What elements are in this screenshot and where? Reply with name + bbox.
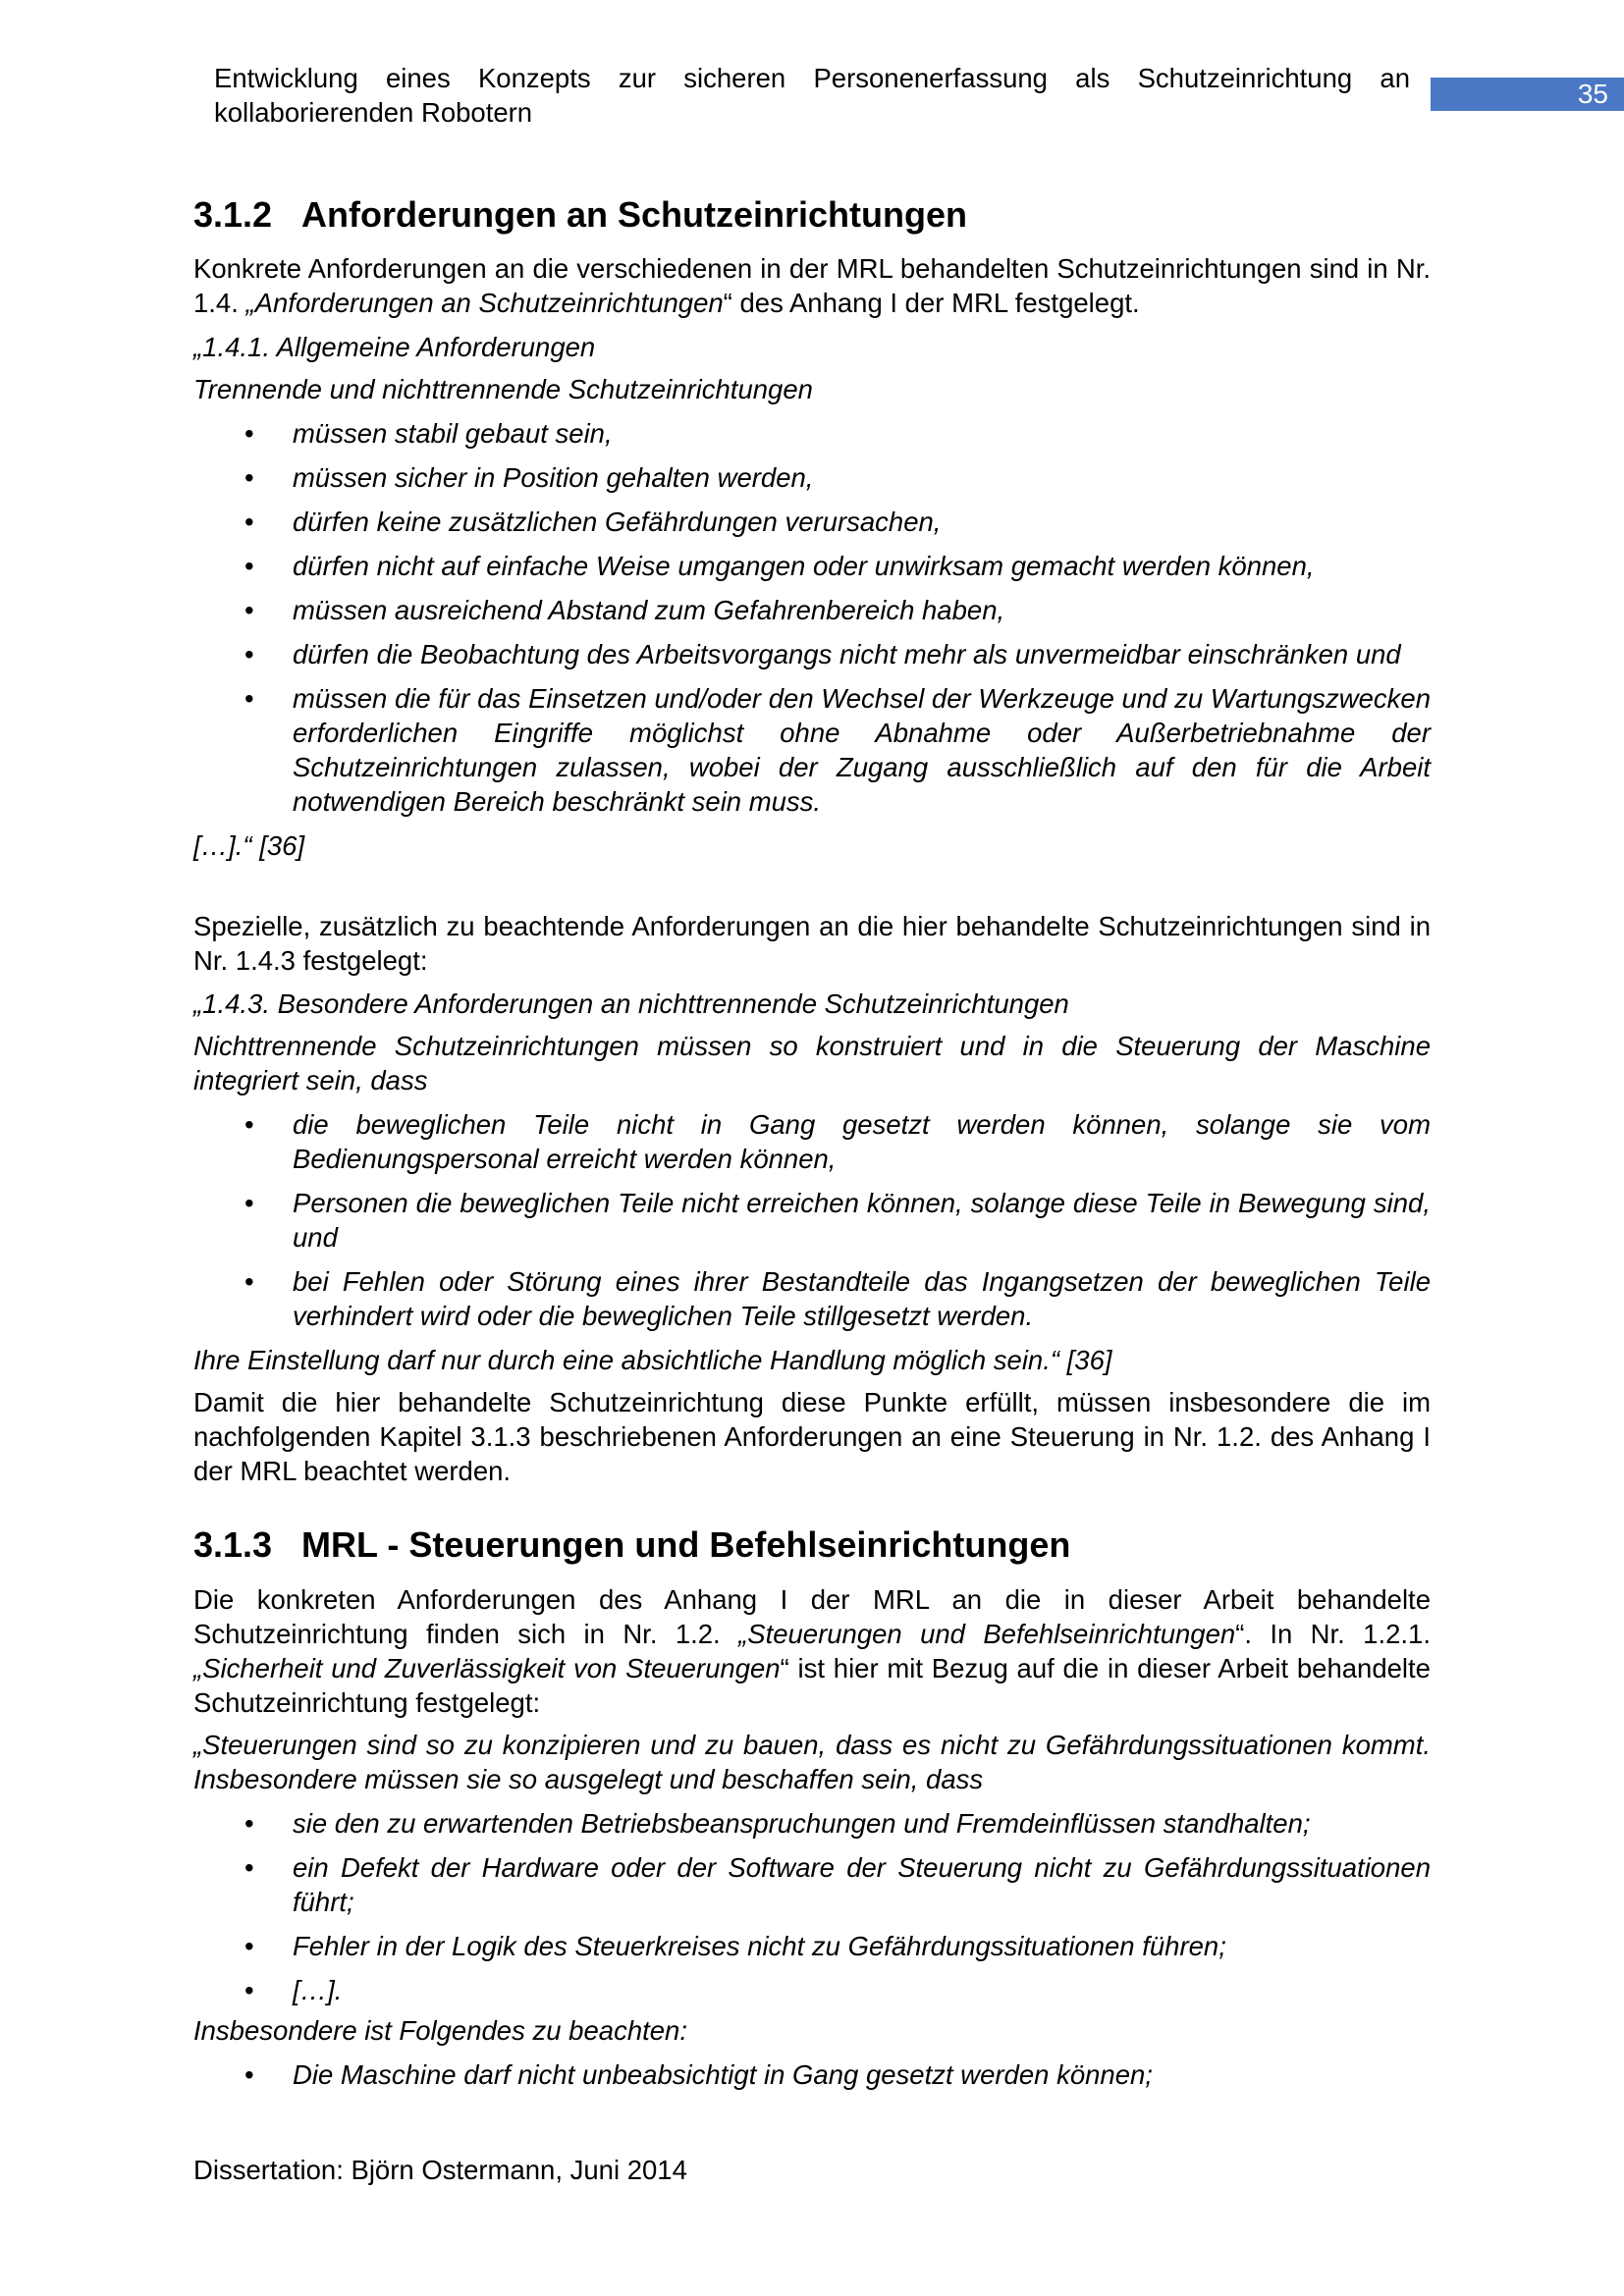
list-item: • dürfen keine zusätzlichen Gefährdungen verursachen, [193, 505, 1431, 539]
quote-lead: Nichttrennende Schutzeinrichtungen müssen so konstruiert und in die Steuerung der Maschine integriert sein, dass [193, 1031, 1431, 1095]
section-title: MRL - Steuerungen und Befehlseinrichtungen [301, 1524, 1071, 1565]
list-item: • müssen ausreichend Abstand zum Gefahrenbereich haben, [193, 593, 1431, 627]
requirements-list [193, 1107, 1431, 1333]
text: Die konkreten Anforderungen des Anhang I der MRL an die in dieser Arbeit behandelte Schutzeinrichtung finden sich in Nr. 1.2. [193, 1584, 1431, 1649]
requirements-list [193, 1806, 1431, 2007]
text: “ des Anhang I der MRL festgelegt. [723, 288, 1140, 318]
citation-title: „Anforderungen an Schutzeinrichtungen [245, 288, 724, 318]
text: “. In Nr. 1.2.1. [1235, 1619, 1431, 1649]
list-item: • müssen die für das Einsetzen und/oder den Wechsel der Werkzeuge und zu Wartungszwecken erforderlichen Eingriffe möglichst ohne Abnahme oder Außerbetriebnahme der Schutzeinrichtungen zulassen, wobei der Zugang ausschließlich auf den für die Arbeit notwendigen Bereich beschränkt sein muss. [193, 681, 1431, 819]
list-item: • müssen stabil gebaut sein, [193, 416, 1431, 451]
quote-end: […].“ [36] [193, 830, 305, 861]
requirements-list [193, 416, 1431, 819]
citation-title: „Sicherheit und Zuverlässigkeit von Steuerungen [193, 1653, 781, 1683]
quote-1-2-1 [193, 1728, 1431, 2102]
quote-1-4-1 [193, 330, 1431, 863]
paragraph-conclusion: Damit die hier behandelte Schutzeinrichtung diese Punkte erfüllt, müssen insbesondere die im nachfolgenden Kapitel 3.1.3 beschriebenen Anforderungen an eine Steuerung in Nr. 1.2. des Anhang I der MRL beachtet werden. [193, 1387, 1431, 1486]
paragraph-intro [193, 1582, 1431, 1720]
paragraph-intro [193, 251, 1431, 320]
quote-1-4-3 [193, 987, 1431, 1377]
running-header: Entwicklung eines Konzepts zur sicheren Personenerfassung als Schutzeinrichtung an kollaborierenden Robotern [214, 63, 1410, 128]
citation-title: „Steuerungen und Befehlseinrichtungen [738, 1619, 1236, 1649]
quote-title: „1.4.1. Allgemeine Anforderungen [193, 332, 596, 362]
list-item: • Fehler in der Logik des Steuerkreises nicht zu Gefährdungssituationen führen; [193, 1929, 1431, 1963]
list-item: • ein Defekt der Hardware oder der Software der Steuerung nicht zu Gefährdungssituationen führt; [193, 1850, 1431, 1919]
list-item: • dürfen die Beobachtung des Arbeitsvorgangs nicht mehr als unvermeidbar einschränken und [193, 637, 1431, 671]
footer: Dissertation: Björn Ostermann, Juni 2014 [193, 2155, 687, 2185]
list-item: • die beweglichen Teile nicht in Gang gesetzt werden können, solange sie vom Bedienungspersonal erreicht werden können, [193, 1107, 1431, 1176]
list-item: • Personen die beweglichen Teile nicht erreichen können, solange diese Teile in Bewegung sind, und [193, 1186, 1431, 1255]
section-number: 3.1.3 [193, 1524, 273, 1565]
paragraph-special: Spezielle, zusätzlich zu beachtende Anforderungen an die hier behandelte Schutzeinrichtungen sind in Nr. 1.4.3 festgelegt: [193, 911, 1431, 976]
text: “ ist hier mit Bezug auf die in dieser Arbeit behandelte Schutzeinrichtung festgelegt: [193, 1653, 1431, 1718]
list-item: • sie den zu erwartenden Betriebsbeanspruchungen und Fremdeinflüssen standhalten; [193, 1806, 1431, 1841]
quote-title: „1.4.3. Besondere Anforderungen an nichttrennende Schutzeinrichtungen [193, 988, 1069, 1019]
section-number: 3.1.2 [193, 194, 273, 235]
list-item: • Die Maschine darf nicht unbeabsichtigt in Gang gesetzt werden können; [193, 2057, 1431, 2092]
list-item: • bei Fehlen oder Störung eines ihrer Bestandteile das Ingangsetzen der beweglichen Teile verhindert wird oder die beweglichen Teile stillgesetzt werden. [193, 1264, 1431, 1333]
quote-lead: Trennende und nichttrennende Schutzeinrichtungen [193, 374, 813, 404]
section-heading-3-1-2 [193, 195, 967, 235]
quote-lead: „Steuerungen sind so zu konzipieren und zu bauen, dass es nicht zu Gefährdungssituationen kommt. Insbesondere müssen sie so ausgelegt und beschaffen sein, dass [193, 1730, 1431, 1794]
section-title: Anforderungen an Schutzeinrichtungen [301, 194, 968, 235]
list-item: • müssen sicher in Position gehalten werden, [193, 460, 1431, 495]
requirements-list [193, 2057, 1431, 2092]
page-number-badge: 35 [1431, 78, 1624, 111]
quote-note: Insbesondere ist Folgendes zu beachten: [193, 2015, 687, 2046]
list-item: • dürfen nicht auf einfache Weise umgangen oder unwirksam gemacht werden können, [193, 549, 1431, 583]
text: Konkrete Anforderungen an die verschiedenen in der MRL behandelten Schutzeinrichtungen sind in Nr. 1.4. [193, 253, 1431, 318]
section-heading-3-1-3 [193, 1525, 1070, 1565]
quote-end: Ihre Einstellung darf nur durch eine absichtliche Handlung möglich sein.“ [36] [193, 1345, 1112, 1375]
list-item: • […]. [193, 1973, 1431, 2007]
